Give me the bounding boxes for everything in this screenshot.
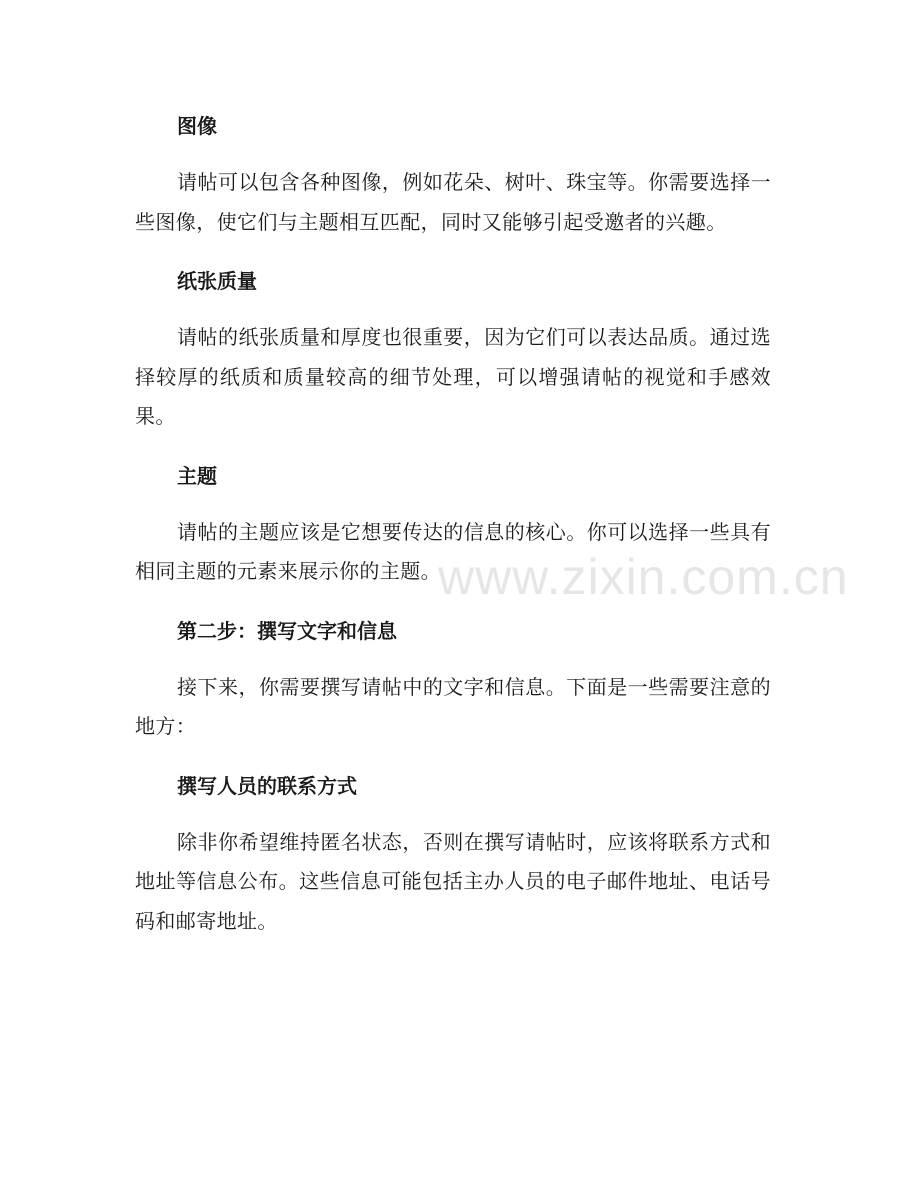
section-heading-images: 图像 [177, 114, 217, 138]
section-body-contact: 除非你希望维持匿名状态，否则在撰写请帖时，应该将联系方式和地址等信息公布。这些信息可能包括主办人员的电子邮件地址、电话号码和邮寄地址。 [135, 829, 771, 933]
section-heading-step-two: 第二步：撰写文字和信息 [177, 618, 397, 643]
section-body-step-two: 接下来，你需要撰写请帖中的文字和信息。下面是一些需要注意的地方： [135, 674, 771, 738]
section-body-paper-quality: 请帖的纸张质量和厚度也很重要，因为它们可以表达品质。通过选择较厚的纸质和质量较高的细节处理，可以增强请帖的视觉和手感效果。 [135, 325, 771, 428]
section-heading-theme: 主题 [177, 463, 217, 488]
section-heading-contact: 撰写人员的联系方式 [177, 773, 357, 798]
document-page [135, 106, 771, 960]
section-body-theme: 请帖的主题应该是它想要传达的信息的核心。你可以选择一些具有相同主题的元素来展示你的主题。 [135, 519, 771, 583]
watermark-text: www.zixin.com.cn [438, 549, 849, 605]
section-body-images: 请帖可以包含各种图像，例如花朵、树叶、珠宝等。你需要选择一些图像，使它们与主题相互匹配，同时又能够引起受邀者的兴趣。 [135, 170, 771, 234]
section-heading-paper-quality: 纸张质量 [177, 269, 257, 293]
